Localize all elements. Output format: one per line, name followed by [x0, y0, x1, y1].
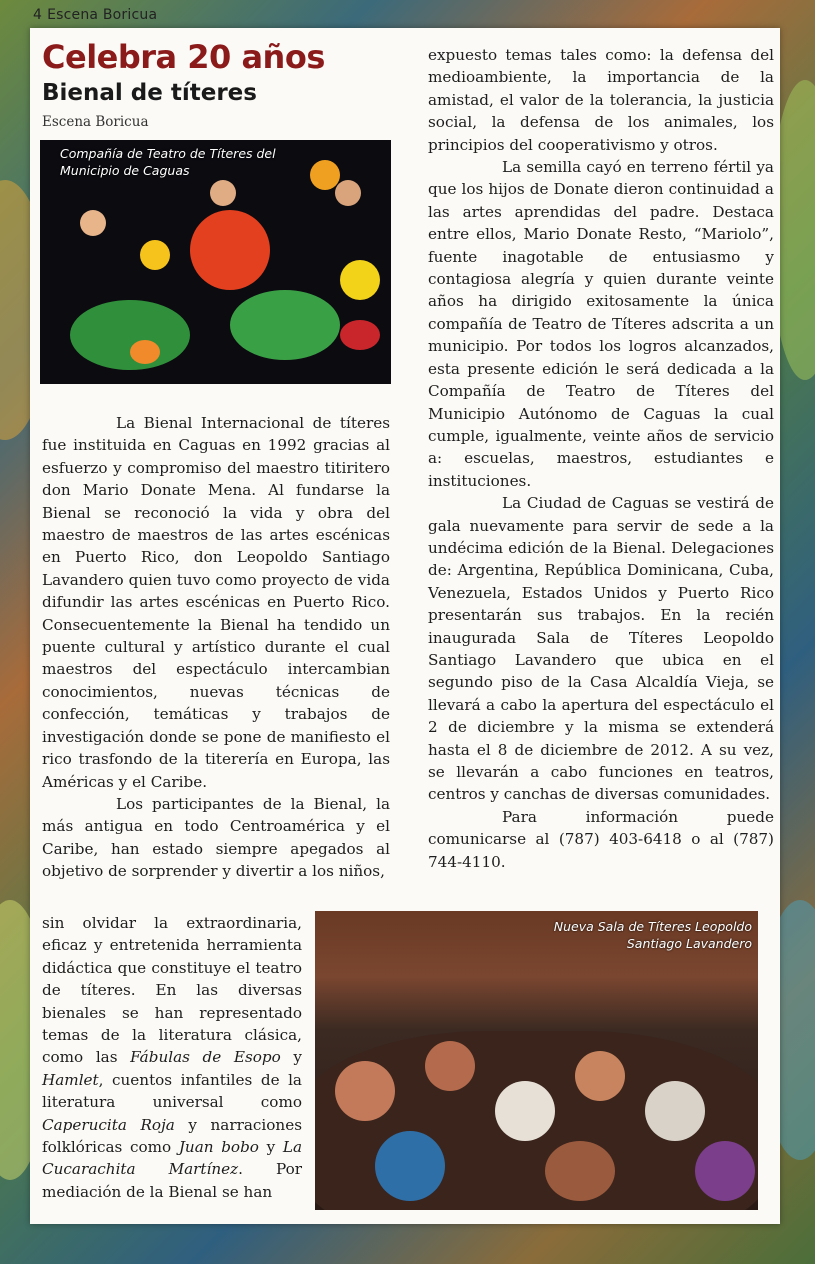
contact-line: Para información puede	[502, 807, 774, 826]
column-1-wrap-text	[42, 912, 302, 1203]
page-header	[33, 7, 157, 23]
page-number: 4	[33, 7, 43, 23]
paragraph: sin olvidar la extraordinaria, eficaz y entretenida herramienta didáctica que constituye el teatro de títeres. En las diversas bienales se han representado temas de la literatura clásica, como las Fábulas de Esopo y Hamlet, cuentos infantiles de la literatura universal como Caperucita Roja y narraciones folklóricas como Juan bobo y La Cucarachita Martínez. Por mediación de la Bienal se han	[42, 914, 302, 1201]
article-title: Celebra 20 años	[42, 38, 325, 76]
column-1-text	[42, 412, 390, 883]
paragraph: La Ciudad de Caguas se vestirá de gala nuevamente para servir de sede a la undécima edición de la Bienal. Delegaciones de: Argentina, República Dominicana, Cuba, Venezuela, Estados Unidos y Puerto Rico presentarán sus trabajos. En la recién inaugurada Sala de Títeres Leopoldo Santiago Lavandero que ubica en el segundo piso de la Casa Alcaldía Vieja, se llevará a cabo la apertura del espectáculo el 2 de diciembre y la misma se extenderá hasta el 8 de diciembre de 2012. A su vez, se llevarán a cabo funciones en teatros, centros y canchas de diversas comunidades.	[428, 494, 774, 804]
section-name: Escena Boricua	[47, 7, 158, 23]
photo-caption: Nueva Sala de Títeres Leopoldo Santiago Lavandero	[553, 919, 752, 951]
work-title: Caperucita Roja	[42, 1115, 175, 1134]
paragraph: expuesto temas tales como: la defensa del medioambiente, la importancia de la amistad, el valor de la tolerancia, la justicia social, la defensa de los animales, los principios del cooperativismo y otros.	[428, 46, 774, 154]
puppet-hall-photo	[315, 911, 758, 1210]
article-byline: Escena Boricua	[42, 114, 149, 130]
work-title: Fábulas de Esopo	[130, 1048, 281, 1067]
paragraph: La Bienal Internacional de títeres fue instituida en Caguas en 1992 gracias al esfuerzo y compromiso del maestro titiritero don Mario Donate Mena. Al fundarse la Bienal se reconoció la vida y obra del maestro de maestros de las artes escénicas en Puerto Rico, don Leopoldo Santiago Lavandero quien tuvo como proyecto de vida difundir las artes escénicas en Puerto Rico. Consecuentemente la Bienal ha tendido un puente cultural y artístico durante el cual maestros del espectáculo intercambian conocimientos, nuevas técnicas de confección, temáticas y trabajos de investigación donde se pone de manifiesto el rico trasfondo de la titerería en Europa, las Américas y el Caribe.	[42, 414, 390, 791]
work-title: Hamlet	[42, 1070, 99, 1089]
column-2-text	[428, 44, 774, 873]
work-title: Juan bobo	[178, 1138, 259, 1157]
photo-caption: Compañía de Teatro de Títeres del Municipio de Caguas	[60, 146, 276, 178]
paragraph: La semilla cayó en terreno fértil ya que los hijos de Donate dieron continuidad a las artes aprendidas del padre. Destaca entre ellos, Mario Donate Resto, “Mariolo”, fuente inagotable de entusiasmo y contagiosa alegría y quien durante veinte años ha dirigido exitosamente la única compañía de Teatro de Títeres adscrita a un municipio. Por todos los logros alcanzados, esta presente edición le será dedicada a la Compañía de Teatro de Títeres del Municipio Autónomo de Caguas la cual cumple, igualmente, veinte años de servicio a: escuelas, maestros, estudiantes e instituciones.	[428, 158, 774, 490]
paragraph: Los participantes de la Bienal, la más antigua en todo Centroamérica y el Caribe, han estado siempre apegados al objetivo de sorprender y divertir a los niños,	[42, 794, 390, 881]
work-title: La Cucarachita Martínez	[42, 1138, 302, 1179]
article-subtitle: Bienal de títeres	[42, 80, 257, 106]
contact-info: comunicarse al (787) 403-6418 o al (787) 744-4110.	[428, 830, 774, 871]
puppet-company-photo	[40, 140, 391, 384]
